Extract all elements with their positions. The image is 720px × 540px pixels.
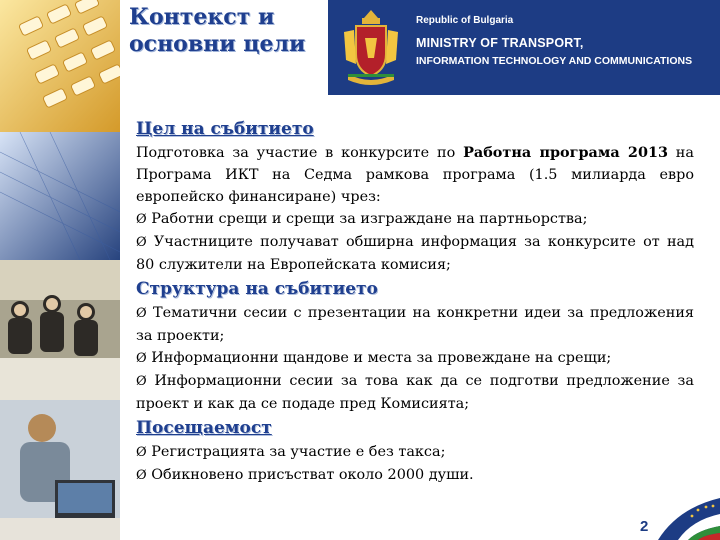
list-item-text: Обикновено присъстват около 2000 души. bbox=[151, 467, 474, 483]
ministry-department: INFORMATION TECHNOLOGY AND COMMUNICATIONS bbox=[416, 55, 693, 67]
list-item bbox=[136, 302, 694, 347]
blue-fabric-photo bbox=[0, 132, 120, 260]
laptop-worker-photo bbox=[0, 400, 120, 540]
bulgarian-coat-of-arms-icon bbox=[340, 8, 402, 86]
list-item-text: Участниците получават обширна информация за конкурсите от над 80 служители на Европейската комисия; bbox=[136, 234, 694, 273]
list-item-text: Информационни сесии за това как да се подготви предложение за проект и как да се подаде пред Комисията; bbox=[136, 373, 694, 412]
eu-flag-corner-icon bbox=[658, 498, 720, 540]
section-heading-attendance: Посещаемост bbox=[136, 418, 272, 438]
meeting-photo bbox=[0, 260, 120, 400]
arrow-bullet-icon: Ø bbox=[136, 306, 147, 321]
section-heading-structure: Структура на събитието bbox=[136, 279, 378, 299]
slide-content bbox=[136, 116, 694, 487]
goal-intro-text: Подготовка за участие в конкурсите по bbox=[136, 145, 464, 161]
slide-title bbox=[129, 4, 305, 58]
arrow-bullet-icon: Ø bbox=[136, 468, 147, 483]
goal-intro-text-end: на Програма ИКТ на Седма рамкова програма (1.5 милиарда евро европейско финансиране) чрез: bbox=[136, 145, 694, 205]
arrow-bullet-icon: Ø bbox=[136, 445, 147, 460]
ministry-country: Republic of Bulgaria bbox=[416, 15, 514, 26]
list-item bbox=[136, 370, 694, 415]
page-number: 2 bbox=[640, 518, 649, 535]
section-heading-goal: Цел на събитието bbox=[136, 119, 314, 139]
list-item bbox=[136, 464, 694, 487]
goal-intro bbox=[136, 142, 694, 208]
arrow-bullet-icon: Ø bbox=[136, 235, 147, 250]
list-item bbox=[136, 347, 694, 370]
arrow-bullet-icon: Ø bbox=[136, 212, 147, 227]
arrow-bullet-icon: Ø bbox=[136, 351, 147, 366]
list-item-text: Тематични сесии с презентации на конкретни идеи за предложения за проекти; bbox=[136, 305, 694, 344]
slide-title-line2: основни цели bbox=[129, 31, 306, 57]
list-item bbox=[136, 208, 694, 231]
slide-title-line1: Контекст и bbox=[129, 4, 275, 30]
calculator-photo bbox=[0, 0, 120, 132]
ministry-name: MINISTRY OF TRANSPORT, bbox=[416, 36, 584, 50]
list-item bbox=[136, 441, 694, 464]
arrow-bullet-icon: Ø bbox=[136, 374, 147, 389]
list-item-text: Регистрацията за участие е без такса; bbox=[151, 444, 446, 460]
goal-intro-bold: Работна програма 2013 bbox=[463, 144, 668, 161]
list-item-text: Работни срещи и срещи за изграждане на партньорства; bbox=[151, 211, 588, 227]
list-item bbox=[136, 231, 694, 276]
list-item-text: Информационни щандове и места за провеждане на срещи; bbox=[151, 350, 612, 366]
